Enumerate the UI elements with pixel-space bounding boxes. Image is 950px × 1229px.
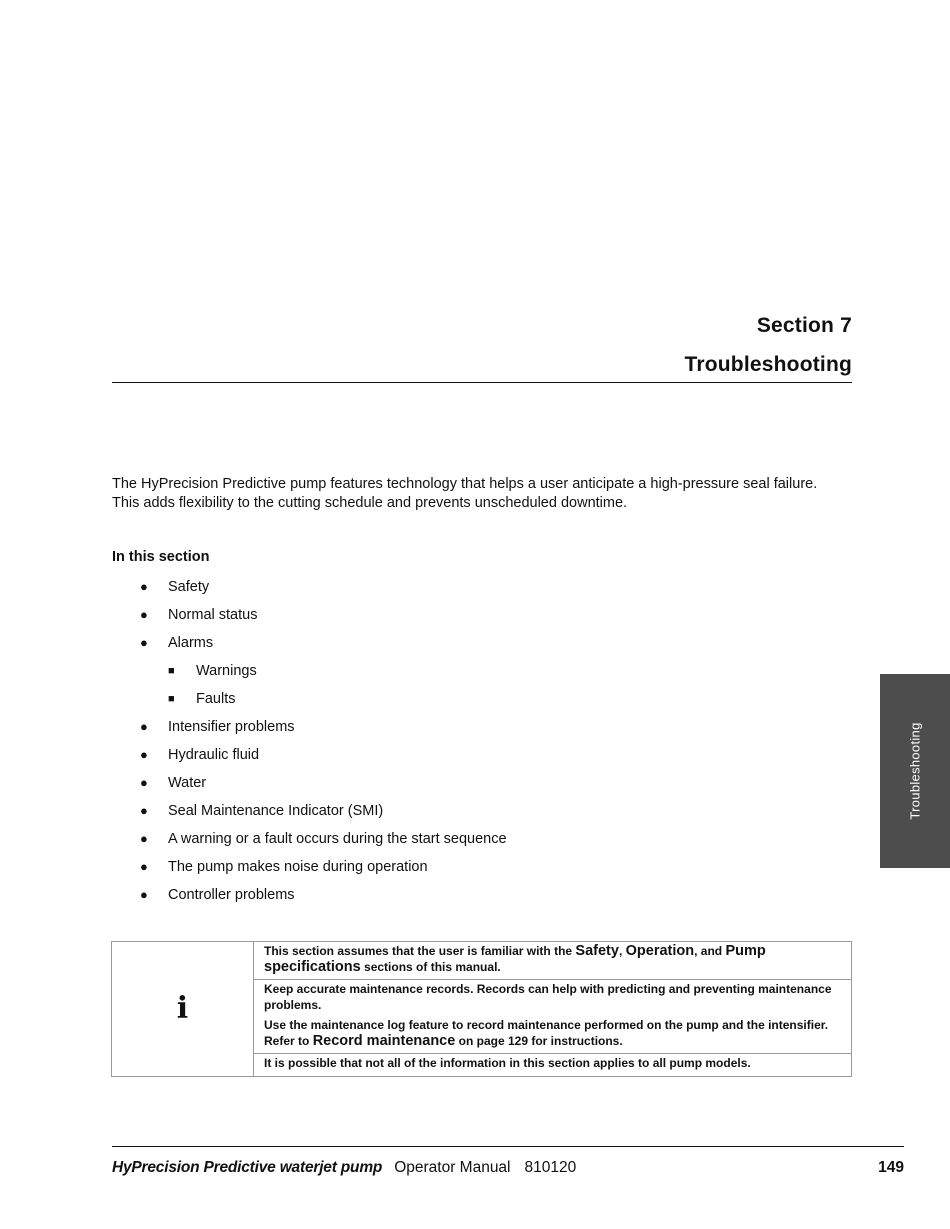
list-item [0, 797, 700, 825]
page-number: 149 [878, 1159, 904, 1176]
ref-pump-specifications: Pump specifications [264, 943, 766, 975]
list-item-label: Warnings [196, 663, 257, 679]
list-item-label: Intensifier problems [168, 719, 295, 735]
footer-product-name: HyPrecision Predictive waterjet pump [112, 1159, 383, 1176]
list-item-label: Hydraulic fluid [168, 747, 260, 763]
square-bullet-icon: ■ [168, 665, 175, 677]
info-note-table [111, 941, 852, 1077]
note-row [112, 942, 852, 980]
list-item [0, 629, 700, 657]
list-item [0, 741, 700, 769]
ref-safety: Safety [575, 943, 619, 959]
round-bullet-icon: ● [140, 607, 148, 622]
footer-doc-number: 810120 [524, 1159, 577, 1176]
square-bullet-icon: ■ [168, 693, 175, 705]
list-item-label: Water [168, 775, 207, 791]
intro-line-1: The HyPrecision Predictive pump features technology that helps a user anticipate a high-pressure seal failure. [112, 476, 818, 492]
record-maintenance-link[interactable]: Record maintenance [312, 1032, 456, 1049]
list-item-label: The pump makes noise during operation [168, 859, 428, 875]
intro-paragraph [112, 475, 852, 513]
note-assumption: This section assumes that the user is familiar with the Safety, Operation, and Pump specifications sections of this manual. [254, 942, 852, 980]
page-footer [112, 1159, 904, 1177]
list-item-label: Faults [196, 691, 236, 707]
round-bullet-icon: ● [140, 719, 148, 734]
note-records-paragraph: Keep accurate maintenance records. Records can help with predicting and preventing maintenance problems. [264, 982, 832, 1012]
list-item-label: Normal status [168, 607, 258, 623]
round-bullet-icon: ● [140, 579, 148, 594]
round-bullet-icon: ● [140, 747, 148, 762]
list-item [0, 685, 700, 713]
round-bullet-icon: ● [140, 635, 148, 650]
intro-line-2: This adds flexibility to the cutting schedule and prevents unscheduled downtime. [112, 495, 628, 511]
ref-operation: Operation [625, 943, 695, 959]
round-bullet-icon: ● [140, 803, 148, 818]
info-icon: i [112, 942, 254, 1077]
list-item [0, 601, 700, 629]
footer-divider [112, 1146, 904, 1147]
list-item [0, 881, 700, 909]
round-bullet-icon: ● [140, 831, 148, 846]
footer-doc-type: Operator Manual [394, 1159, 511, 1176]
note-log-paragraph: Use the maintenance log feature to record maintenance performed on the pump and the intensifier. Refer to Record maintenance on page 129 for instructions. [264, 1018, 829, 1049]
side-tab-label: Troubleshooting [907, 722, 923, 820]
round-bullet-icon: ● [140, 775, 148, 790]
section-contents-list [0, 573, 700, 909]
list-item [0, 573, 700, 601]
round-bullet-icon: ● [140, 859, 148, 874]
section-title: Troubleshooting [684, 353, 852, 376]
note-maintenance-records [254, 980, 852, 1054]
in-this-section-heading: In this section [112, 549, 210, 565]
note-applicability: It is possible that not all of the information in this section applies to all pump models. [254, 1054, 852, 1077]
round-bullet-icon: ● [140, 887, 148, 902]
list-item-label: Alarms [168, 635, 214, 651]
list-item [0, 825, 700, 853]
list-item [0, 713, 700, 741]
list-item [0, 769, 700, 797]
list-item [0, 853, 700, 881]
list-item [0, 657, 700, 685]
list-item-label: Seal Maintenance Indicator (SMI) [168, 803, 384, 819]
title-divider [112, 382, 852, 383]
list-item-label: Safety [168, 579, 210, 595]
section-number: Section 7 [756, 314, 852, 337]
list-item-label: Controller problems [168, 887, 295, 903]
list-item-label: A warning or a fault occurs during the start sequence [168, 831, 507, 847]
section-side-tab [880, 674, 950, 868]
